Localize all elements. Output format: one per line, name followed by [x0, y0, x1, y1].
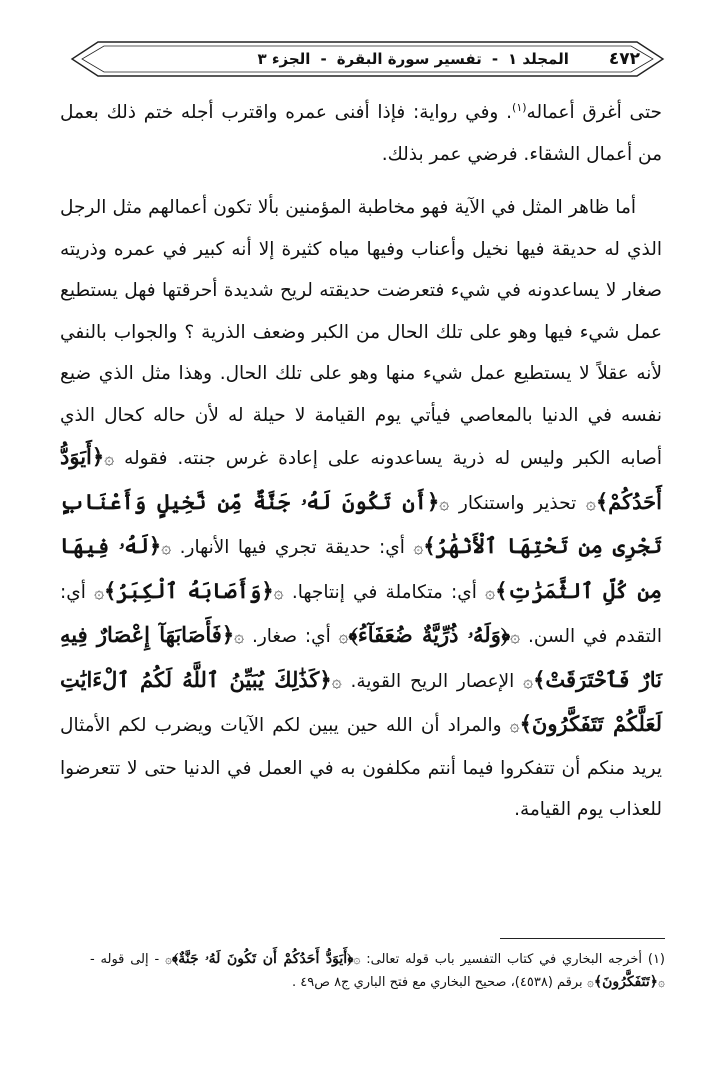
- part-label: الجزء ٣: [257, 50, 311, 68]
- ornament: ۞: [510, 627, 521, 647]
- quran-verse: ﴿أَيَوَدُّ أَحَدُكُمْ أَن تَكُونَ لَهُۥ جَنَّةٌ﴾: [172, 951, 354, 967]
- header-separator: -: [320, 50, 327, 68]
- ornament: ۞: [485, 582, 496, 603]
- quran-verse: ﴿فَأَصَابَهَآ إِعْصَارٌ فِيهِ نَارٌ فَٱحْتَرَقَتْ﴾: [60, 622, 662, 692]
- ornament: ۞: [509, 716, 520, 736]
- footnote-ref: (١): [512, 100, 527, 114]
- quran-verse: ﴿وَأَصَابَهُ ٱلْكِبَرُ﴾: [104, 577, 274, 603]
- ornament: ۞: [585, 493, 596, 514]
- ornament: ۞: [353, 952, 361, 966]
- ornament: ۞: [338, 627, 349, 647]
- quran-verse: ﴿أَن تَكُونَ لَهُۥ جَنَّةٌ مِّن نَّخِيلٍ وَأَعْنَابٍ تَجْرِى مِن تَحْتِهَا ٱلْأَنْهَٰرُ﴾: [60, 488, 662, 558]
- quran-verse: ﴿وَلَهُۥ ذُرِّيَّةٌ ضُعَفَآءُ﴾: [348, 622, 511, 647]
- ornament: ۞: [94, 582, 105, 603]
- page-number: ٤٧٢: [608, 49, 640, 69]
- ornament: ۞: [413, 538, 424, 558]
- running-header: [95, 44, 640, 74]
- ornament: ۞: [331, 671, 342, 692]
- ornament: ۞: [164, 952, 173, 966]
- paragraph-1: حتى أغرق أعماله$^{(١)}$. وفي رواية: فإذا أفنى عمره واقترب أجله ختم ذلك بعمل من أعمال الشقاء. فرضي عمر بذلك.: [60, 100, 662, 165]
- volume-label: المجلد ١: [508, 50, 569, 68]
- book-title: تفسير سورة البقرة: [336, 50, 482, 68]
- footnote-number: (١): [647, 952, 665, 967]
- running-title: [257, 50, 568, 68]
- quran-verse: ﴿كَذَٰلِكَ يُبَيِّنُ ٱللَّهُ لَكُمُ ٱلْءَايَٰتِ لَعَلَّكُمْ تَتَفَكَّرُونَ﴾: [60, 666, 662, 736]
- ornament: ۞: [234, 627, 245, 647]
- header-separator: -: [491, 50, 499, 68]
- quran-verse: ﴿أَيَوَدُّ أَحَدُكُمْ﴾: [60, 444, 662, 514]
- ornament: ۞: [657, 975, 665, 989]
- ornament: ۞: [104, 449, 115, 469]
- footnote: (١) أخرجه البخاري في كتاب التفسير باب قوله تعالى: ۞﴿أَيَوَدُّ أَحَدُكُمْ أَن تَكُونَ لَهُۥ جَنَّةٌ﴾۞ - إلى قوله - ۞﴿تَتَفَكَّرُونَ﴾۞ برقم (٤٥٣٨)، صحيح البخاري مع فتح الباري ج٨ ص٤٩ .: [90, 951, 665, 990]
- paragraph-2: أما ظاهر المثل في الآية فهو مخاطبة المؤمنين بألا تكون أعمالهم مثل الرجل الذي له حديقة فيها نخيل وأعناب وفيها مياه كثيرة إلا أنه كبير في عمره وذريته صغار لا يساعدونه في شيء فتعرضت حديقته لريح شديدة أحرقتها فهل يستطيع عمل شيء فيها وهو على تلك الحال من الكبر وضعف الذرية ؟ والجواب بالنفي لأنه عقلاً لا يستطيع عمل شيء منها وهو على تلك الحال. وهذا مثل الذي ضيع نفسه في الدنيا بالمعاصي فيأتي يوم القيامة لا حيلة له لأن حاله كحال الذي أصابه الكبر وليس له ذرية يساعدونه على إعادة غرس جنته. فقوله ۞﴿أَيَوَدُّ أَحَدُكُمْ﴾۞ تحذير واستنكار ۞﴿أَن تَكُونَ لَهُۥ جَنَّةٌ مِّن نَّخِيلٍ وَأَعْنَابٍ تَجْرِى مِن تَحْتِهَا ٱلْأَنْهَٰرُ﴾۞ أي: حديقة تجري فيها الأنهار. ۞﴿لَهُۥ فِيهَا مِن كُلِّ ٱلثَّمَرَٰتِ﴾۞ أي: متكاملة في إنتاجها. ۞﴿وَأَصَابَهُ ٱلْكِبَرُ﴾۞ أي: التقدم في السن. ۞﴿وَلَهُۥ ذُرِّيَّةٌ ضُعَفَآءُ﴾۞ أي: صغار. ۞﴿فَأَصَابَهَآ إِعْصَارٌ فِيهِ نَارٌ فَٱحْتَرَقَتْ﴾۞ الإعصار الريح القوية. ۞﴿كَذَٰلِكَ يُبَيِّنُ ٱللَّهُ لَكُمُ ٱلْءَايَٰتِ لَعَلَّكُمْ تَتَفَكَّرُونَ﴾۞ والمراد أن الله حين يبين لكم الآيات ويضرب لكم الأمثال يريد منكم أن تتفكروا فيما أنتم مكلفون به في العمل في الدنيا حتى لا تتعرضوا للعذاب يوم القيامة.: [60, 197, 663, 820]
- body-text: [60, 92, 662, 831]
- ornament: ۞: [523, 671, 534, 692]
- ornament: ۞: [586, 975, 594, 989]
- footnote-rule: [500, 938, 665, 939]
- quran-verse: ﴿تَتَفَكَّرُونَ﴾: [593, 974, 658, 990]
- quran-verse: ﴿لَهُۥ فِيهَا مِن كُلِّ ٱلثَّمَرَٰتِ﴾: [60, 533, 663, 603]
- ornament: ۞: [439, 493, 450, 514]
- ornament: ۞: [273, 582, 284, 603]
- ornament: ۞: [161, 538, 172, 558]
